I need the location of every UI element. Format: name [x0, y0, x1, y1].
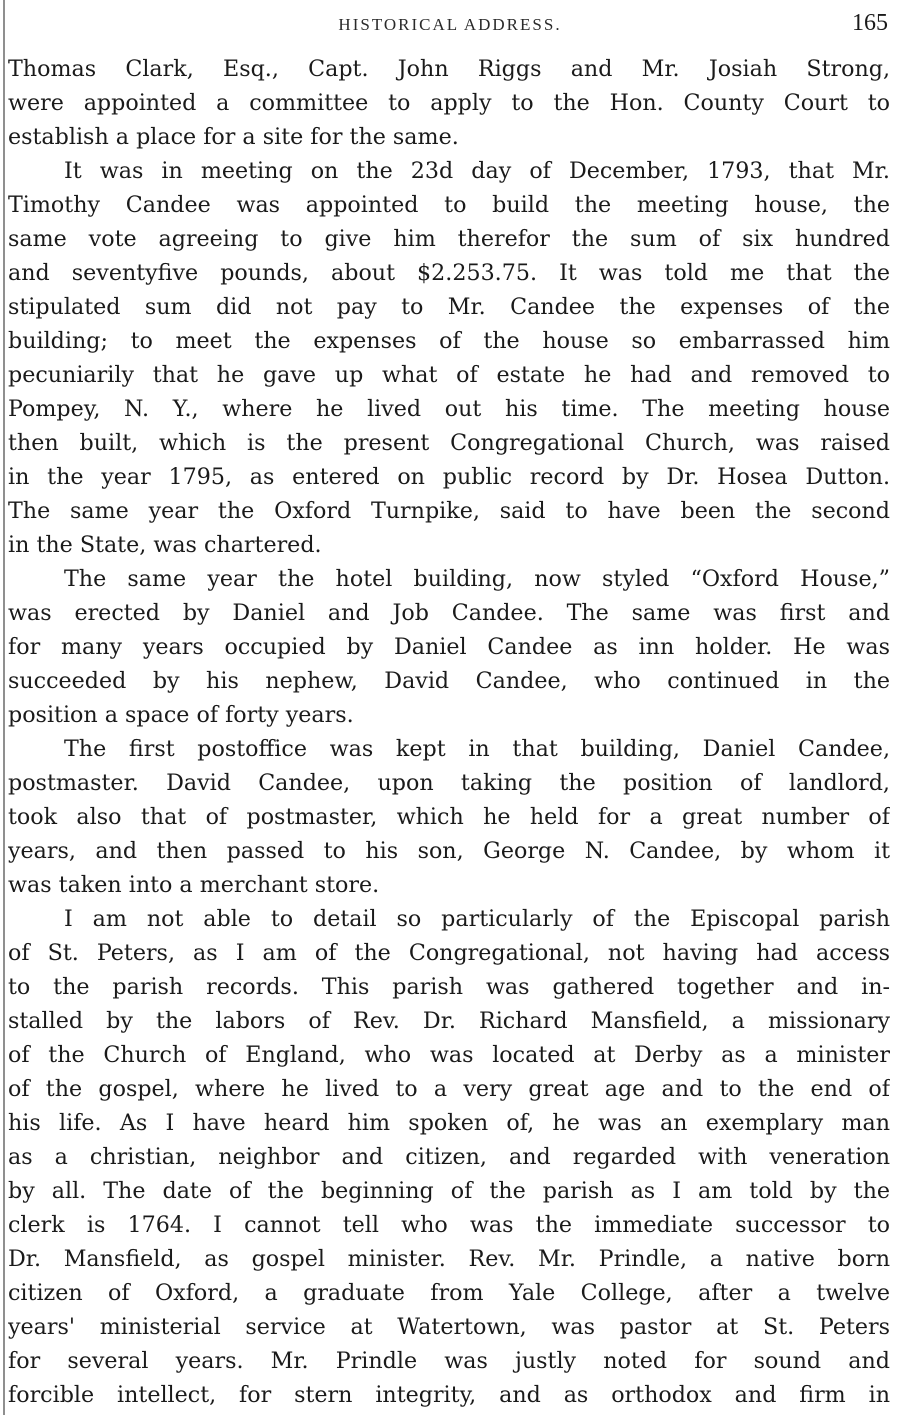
text-line: were appointed a committee to apply to the Hon. County Court to: [8, 90, 890, 116]
text-line: establish a place for a site for the same.: [8, 124, 459, 150]
text-line: The same year the Oxford Turnpike, said to have been the second: [8, 498, 890, 524]
text-line: of St. Peters, as I am of the Congregational, not having had access: [8, 940, 890, 966]
text-line: stalled by the labors of Rev. Dr. Richard Mansfield, a missionary: [8, 1008, 890, 1034]
text-line: years' ministerial service at Watertown, was pastor at St. Peters: [8, 1314, 890, 1340]
text-line: his life. As I have heard him spoken of, he was an exemplary man: [8, 1110, 890, 1136]
text-line: The same year the hotel building, now styled “Oxford House,”: [64, 566, 890, 592]
text-line: for many years occupied by Daniel Candee as inn holder. He was: [8, 634, 890, 660]
text-line: building; to meet the expenses of the house so embarrassed him: [8, 328, 890, 354]
text-line: stipulated sum did not pay to Mr. Candee the expenses of the: [8, 294, 890, 320]
text-line: clerk is 1764. I cannot tell who was the immediate successor to: [8, 1212, 890, 1238]
text-line: took also that of postmaster, which he held for a great number of: [8, 804, 890, 830]
text-line: and seventyfive pounds, about $2.253.75. It was told me that the: [8, 260, 890, 286]
text-line: was erected by Daniel and Job Candee. The same was first and: [8, 600, 890, 626]
text-line: as a christian, neighbor and citizen, and regarded with veneration: [8, 1144, 890, 1170]
text-line: postmaster. David Candee, upon taking the position of landlord,: [8, 770, 890, 796]
text-line: by all. The date of the beginning of the parish as I am told by the: [8, 1178, 890, 1204]
text-line: citizen of Oxford, a graduate from Yale College, after a twelve: [8, 1280, 890, 1306]
text-line: was taken into a merchant store.: [8, 872, 380, 898]
running-head: [0, 10, 900, 44]
text-line: in the State, was chartered.: [8, 532, 322, 558]
text-line: of the gospel, where he lived to a very great age and to the end of: [8, 1076, 890, 1102]
text-line: pecuniarily that he gave up what of estate he had and removed to: [8, 362, 890, 388]
text-line: then built, which is the present Congregational Church, was raised: [8, 430, 890, 456]
text-line: Thomas Clark, Esq., Capt. John Riggs and Mr. Josiah Strong,: [8, 56, 890, 82]
text-line: of the Church of England, who was located at Derby as a minister: [8, 1042, 890, 1068]
body-text: [8, 52, 890, 1412]
text-line: Dr. Mansfield, as gospel minister. Rev. Mr. Prindle, a native born: [8, 1246, 890, 1272]
text-line: years, and then passed to his son, George N. Candee, by whom it: [8, 838, 890, 864]
text-line: for several years. Mr. Prindle was justly noted for sound and: [8, 1348, 890, 1374]
text-line: same vote agreeing to give him therefor the sum of six hundred: [8, 226, 890, 252]
text-line: to the parish records. This parish was gathered together and in-: [8, 974, 890, 1000]
text-line: forcible intellect, for stern integrity, and as orthodox and firm in: [8, 1382, 890, 1408]
running-head-title: HISTORICAL ADDRESS.: [338, 15, 562, 34]
page-number: 165: [852, 10, 888, 36]
text-line: position a space of forty years.: [8, 702, 354, 728]
page-margin-rule: [3, 0, 5, 1415]
text-line: I am not able to detail so particularly of the Episcopal parish: [64, 906, 890, 932]
text-line: The first postoffice was kept in that building, Daniel Candee,: [64, 736, 890, 762]
text-line: succeeded by his nephew, David Candee, who continued in the: [8, 668, 890, 694]
text-line: It was in meeting on the 23d day of December, 1793, that Mr.: [64, 158, 890, 184]
text-line: Pompey, N. Y., where he lived out his time. The meeting house: [8, 396, 890, 422]
text-line: Timothy Candee was appointed to build the meeting house, the: [8, 192, 890, 218]
text-line: in the year 1795, as entered on public record by Dr. Hosea Dutton.: [8, 464, 890, 490]
